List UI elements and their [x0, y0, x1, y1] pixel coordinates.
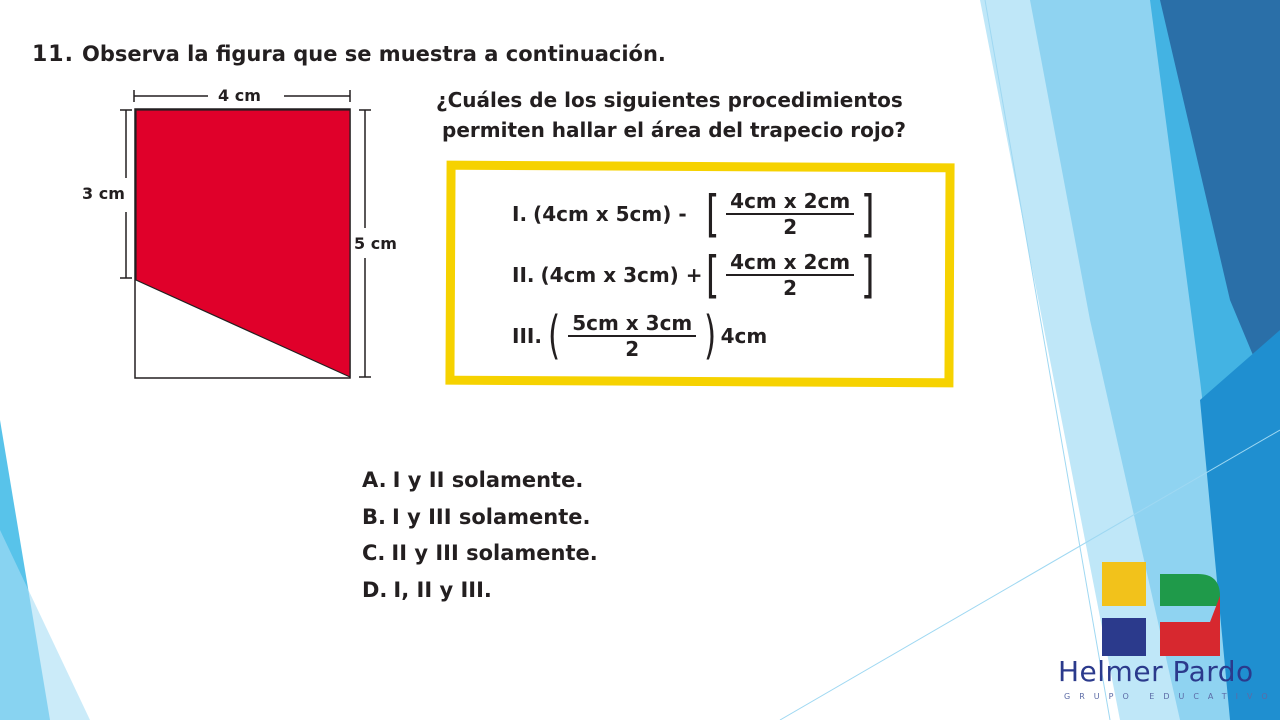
procedure-3 [512, 306, 768, 366]
option-a-letter: A. [362, 468, 387, 492]
option-d-text: I, II y III. [393, 578, 492, 602]
procedure-2 [512, 246, 878, 304]
procedure-1-roman: I. [512, 202, 528, 226]
label-left-3cm: 3 cm [82, 184, 125, 203]
question-number: 11. [32, 42, 74, 67]
procedure-2-roman: II. [512, 263, 535, 287]
option-b-letter: B. [362, 505, 386, 529]
procedure-2-open-bracket: [ [705, 246, 720, 304]
procedure-1-close-bracket: ] [861, 185, 875, 243]
option-b[interactable] [362, 505, 591, 529]
procedure-2-numerator: 4cm x 2cm [726, 251, 854, 276]
logo-navy-square [1102, 618, 1146, 656]
procedure-3-suffix: 4cm [720, 324, 768, 348]
procedure-1-open-bracket: [ [705, 185, 720, 243]
procedure-1 [512, 185, 878, 243]
procedure-3-numerator: 5cm x 3cm [568, 312, 696, 337]
procedure-3-close-paren: ) [704, 306, 717, 366]
option-d-letter: D. [362, 578, 388, 602]
procedure-1-fraction [726, 190, 854, 238]
procedure-2-denominator: 2 [783, 276, 798, 300]
label-top-4cm: 4 cm [218, 86, 261, 105]
subquestion-line-1: ¿Cuáles de los siguientes procedimientos [436, 88, 903, 112]
logo-yellow-square [1102, 562, 1146, 606]
logo-green-shape [1160, 574, 1220, 606]
procedure-3-open-paren: ( [547, 306, 561, 366]
procedure-1-numerator: 4cm x 2cm [726, 190, 854, 215]
subquestion-line-2: permiten hallar el área del trapecio rojo? [442, 118, 907, 142]
option-b-text: I y III solamente. [391, 505, 591, 529]
procedure-1-denominator: 2 [783, 215, 798, 239]
option-c-letter: C. [362, 541, 386, 565]
option-c-text: II y III solamente. [391, 541, 598, 565]
option-a-text: I y II solamente. [392, 468, 584, 492]
logo-name: Helmer Pardo [1058, 655, 1254, 688]
question-text: Observa la figura que se muestra a continuación. [82, 42, 666, 66]
procedure-2-fraction [726, 251, 854, 299]
procedure-1-expr: (4cm x 5cm) - [533, 202, 687, 226]
procedure-2-expr: (4cm x 3cm) + [540, 263, 703, 287]
logo-subtitle: GRUPO EDUCATIVO [1064, 692, 1277, 701]
option-c[interactable] [362, 541, 598, 565]
procedure-2-close-bracket: ] [861, 246, 875, 304]
procedure-3-roman: III. [512, 324, 542, 348]
option-a[interactable] [362, 468, 583, 492]
left-accent-light [0, 530, 90, 720]
label-right-5cm: 5 cm [354, 234, 397, 253]
option-d[interactable] [362, 578, 492, 602]
procedure-3-denominator: 2 [625, 337, 640, 361]
procedure-3-fraction [568, 312, 696, 360]
